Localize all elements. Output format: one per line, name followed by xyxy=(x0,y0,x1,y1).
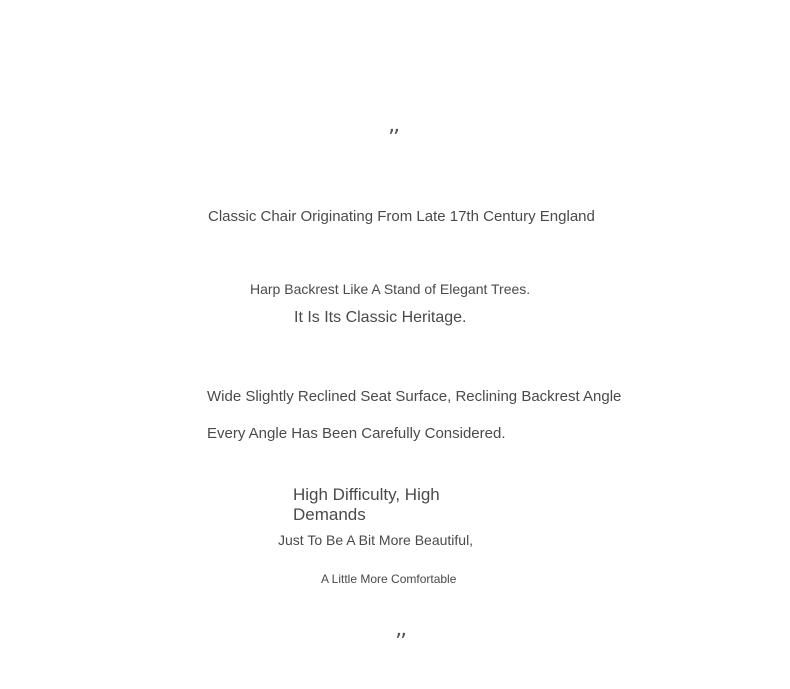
difficulty-text: High Difficulty, High Demands xyxy=(293,485,440,524)
closing-quote-mark: ʼʼ xyxy=(395,630,405,655)
angle-text: Every Angle Has Been Carefully Considered. xyxy=(207,425,506,442)
backrest-text: Harp Backrest Like A Stand of Elegant Trees. xyxy=(250,281,531,297)
comfortable-text: A Little More Comfortable xyxy=(321,572,457,586)
seat-text: Wide Slightly Reclined Seat Surface, Reclining Backrest Angle xyxy=(207,388,622,405)
beautiful-text: Just To Be A Bit More Beautiful, xyxy=(278,532,474,548)
heritage-text: It Is Its Classic Heritage. xyxy=(294,309,467,326)
opening-quote-mark: ʼʼ xyxy=(388,126,398,151)
origin-text: Classic Chair Originating From Late 17th Century England xyxy=(208,208,595,225)
